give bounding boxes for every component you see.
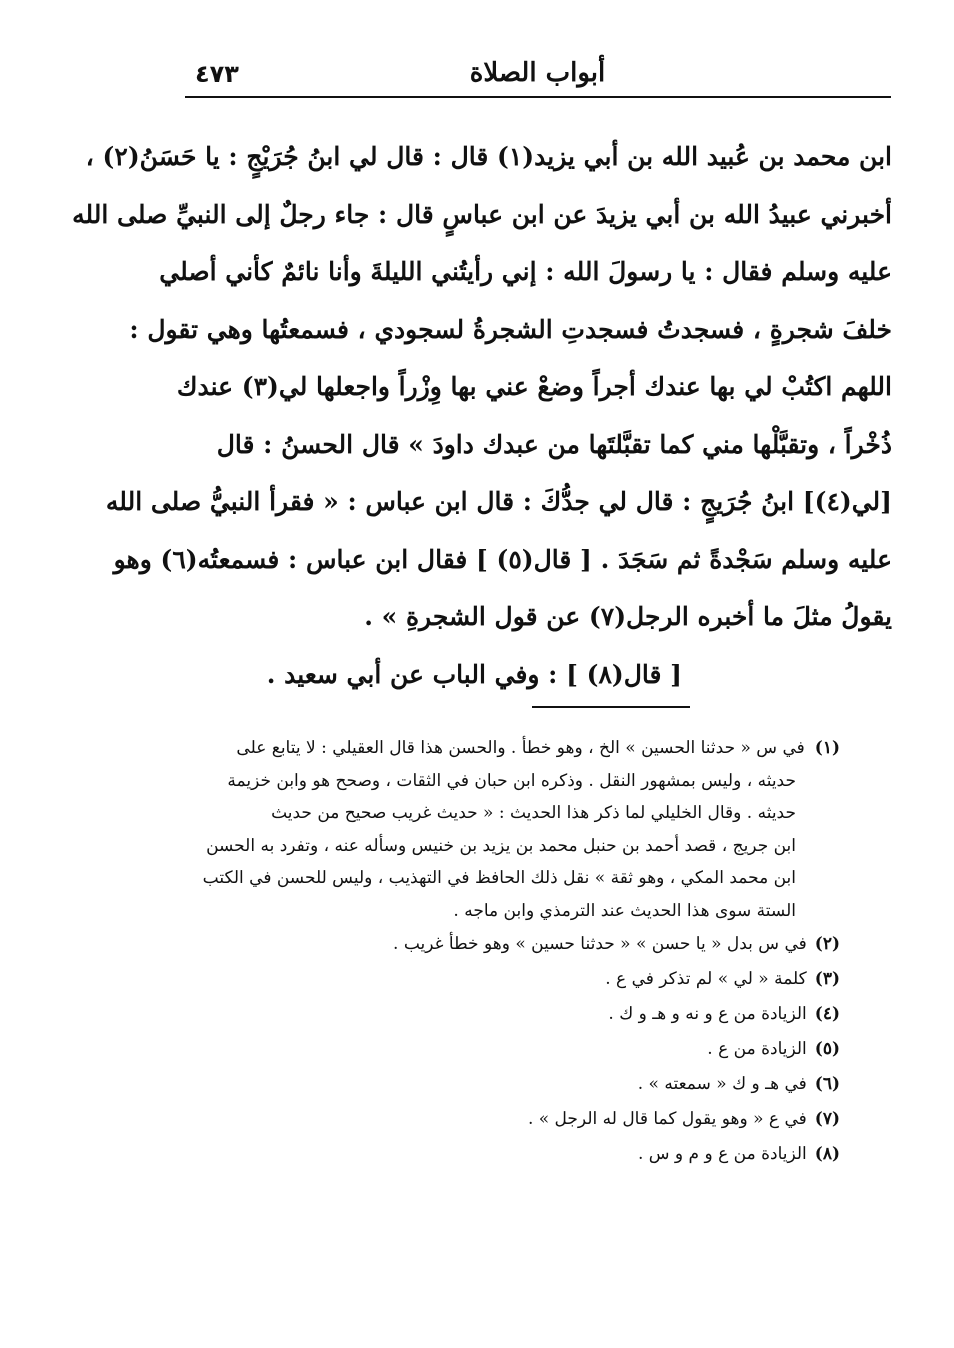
footnote-number: (١): [814, 738, 840, 758]
footnote-text: في ع « وهو يقول كما قال له الرجل » .: [527, 1109, 807, 1129]
page-number: ٤٧٣: [195, 60, 239, 88]
footnote-continuation: [180, 830, 840, 863]
footnote-number: (٦): [814, 1074, 840, 1094]
running-title: أبواب الصلاة: [469, 58, 606, 88]
text-line: ذُخْراً ، وتقبَّلْها مني كما تقبَّلتَها من عبدك داودَ » قال الحسنُ : قال: [216, 429, 892, 459]
text-line: اللهم اكتُبْ لي بها عندك أجراً وضعْ عني بها وِزْراً واجعلها لي(٣) عندك: [176, 372, 892, 401]
footnote-text: ابن جريج ، قصد أحمد بن حنبل محمد بن يزيد بن خنيس وسأله عنه ، وتفرد به الحسن: [206, 835, 796, 856]
footnote-text: حديثه . وقال الخليلي لما ذكر هذا الحديث : « حديث غريب صحيح من حديث: [271, 803, 796, 823]
text-line: ابن محمد بن عُبيد الله بن أبي يزيد(١) قال : قال لي ابنُ جُرَيْجٍ : يا حَسَنُ(٢) ،: [85, 142, 892, 171]
footnote-item: [180, 732, 840, 765]
footnote-number: (٥): [814, 1039, 840, 1059]
footnotes: [180, 732, 840, 1172]
text-line: أخبرني عبيدُ الله بن أبي يزيدَ عن ابن عباسٍ قال : جاء رجلٌ إلى النبيِّ صلى الله: [72, 199, 892, 229]
footnote-text: ابن محمد المكي ، وهو ثقة » نقل ذلك الحافظ في التهذيب ، وليس للحسن في الكتب: [202, 868, 796, 888]
text-line: يقولُ مثلَ ما أخبره الرجل(٧) عن قول الشجرةِ » .: [364, 602, 892, 631]
footnote-text: كلمة « لي » لم تذكر في ع .: [605, 969, 807, 989]
footnote-text: في س « حدثنا الحسين » الخ ، وهو خطأ . والحسن هذا قال العقيلي : لا يتابع على: [236, 738, 805, 758]
footnote-text: الزيادة من ع .: [707, 1039, 807, 1059]
text-line: عليه وسلم فقال : يا رسولَ الله : إني رأيتُني الليلةَ وأنا نائمٌ كأني أصلي: [159, 257, 892, 286]
footnote-item: [180, 962, 840, 997]
footnote-item: [180, 1137, 840, 1172]
header-rule: [185, 96, 891, 98]
main-text: [72, 128, 892, 703]
footnote-item: [180, 1067, 840, 1102]
footnote-item: [180, 927, 840, 962]
text-line: خلفَ شجرةٍ ، فسجدتُ فسجدتِ الشجرةُ لسجودي ، فسمعتُها وهي تقول :: [129, 314, 892, 344]
text-line: عليه وسلم سَجْدةً ثم سَجَدَ . [ قال(٥) ] فقال ابن عباس : فسمعتُه(٦) وهو: [113, 544, 892, 574]
footnote-continuation: [180, 862, 840, 895]
footnote-continuation: [180, 797, 840, 830]
footnote-number: (٧): [814, 1109, 840, 1129]
page-header: [185, 58, 890, 98]
footnote-continuation: [180, 895, 840, 928]
footnote-text: في هـ و ك « سمعته » .: [637, 1074, 807, 1094]
footnote-text: في س بدل « يا حسن » « حدثنا حسين » وهو خطأ غريب .: [393, 934, 807, 954]
footnote-text: الزيادة من ع و نه و هـ و ك .: [608, 1004, 807, 1024]
footnote-item: [180, 1032, 840, 1067]
footnote-text: حديثه ، وليس بمشهور النقل . وذكره ابن حبان في الثقات ، وصحح هو وابن خزيمة: [227, 770, 796, 791]
footnote-number: (٣): [814, 969, 840, 989]
footnote-continuation: [180, 765, 840, 798]
footnote-rule: [532, 706, 690, 708]
footnote-number: (٤): [814, 1004, 840, 1024]
closing-line: [ قال(٨) ] : وفي الباب عن أبي سعيد .: [266, 659, 682, 689]
footnote-text: الستة سوى هذا الحديث عند الترمذي وابن ماجه .: [453, 900, 796, 921]
footnote-item: [180, 997, 840, 1032]
footnote-text: الزيادة من ع و م و س .: [637, 1144, 807, 1164]
footnote-number: (٨): [814, 1144, 840, 1164]
footnote-number: (٢): [814, 934, 840, 954]
footnote-item: [180, 1102, 840, 1137]
text-line: [لي(٤)] ابنُ جُرَيجٍ : قال لي جدُّكَ : قال ابن عباس : « فقرأ النبيُّ صلى الله: [105, 487, 892, 516]
